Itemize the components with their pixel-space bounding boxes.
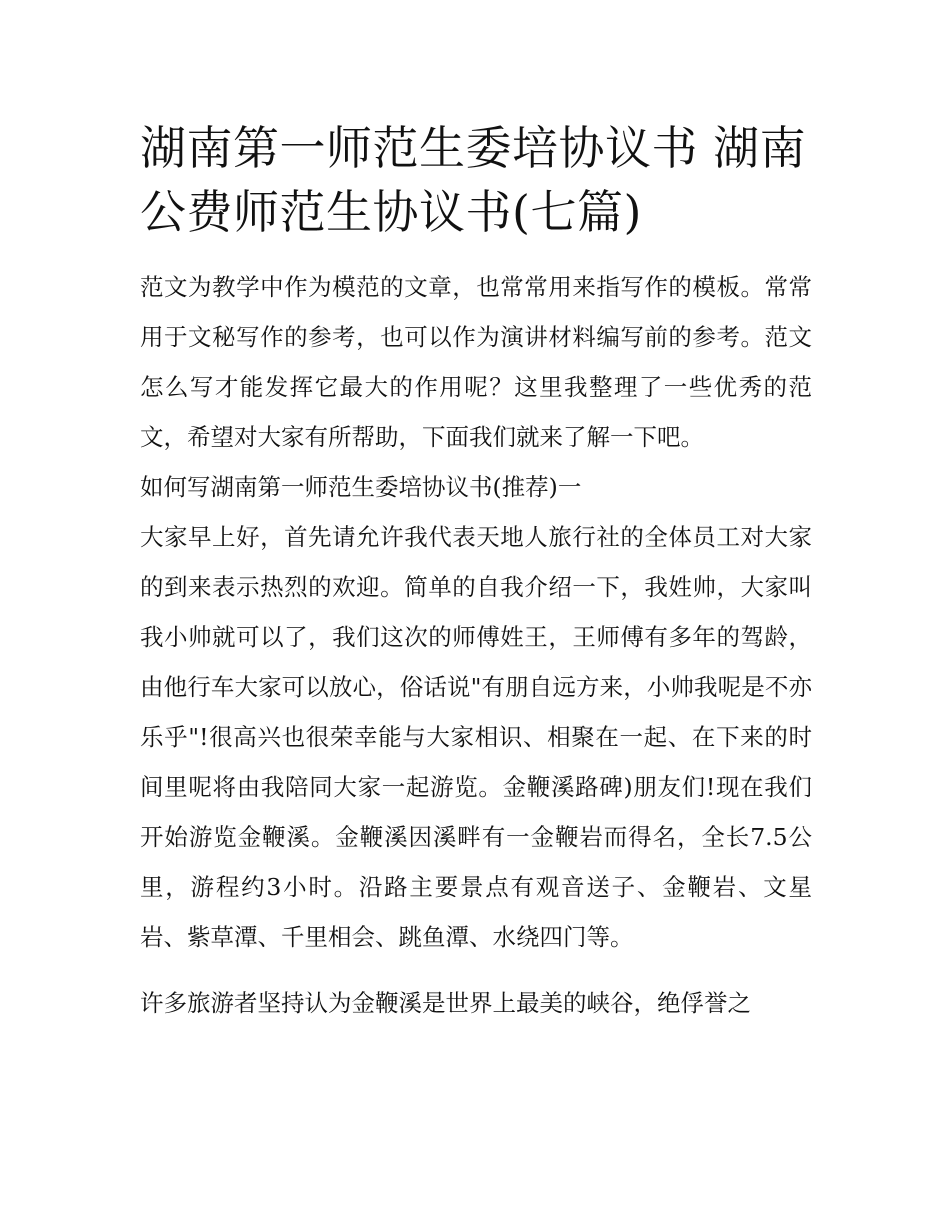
body-paragraph: 大家早上好，首先请允许我代表天地人旅行社的全体员工对大家的到来表示热烈的欢迎。简单的自我介绍一下，我姓帅，大家叫我小帅就可以了，我们这次的师傅姓王，王师傅有多年的驾龄，由他行车大家可以放心，俗话说"有朋自远方来，小帅我呢是不亦乐乎"!很高兴也很荣幸能与大家相识、相聚在一起、在下来的时间里呢将由我陪同大家一起游览。金鞭溪路碑)朋友们!现在我们开始游览金鞭溪。金鞭溪因溪畔有一金鞭岩而得名，全长7.5公里，游程约3小时。沿路主要景点有观音送子、金鞭岩、文星岩、紫草潭、千里相会、跳鱼潭、水绕四门等。 <box>140 523 812 951</box>
intro-paragraph: 范文为教学中作为模范的文章，也常常用来指写作的模板。常常用于文秘写作的参考，也可以作为演讲材料编写前的参考。范文怎么写才能发挥它最大的作用呢？这里我整理了一些优秀的范文，希望对大家有所帮助，下面我们就来了解一下吧。 <box>140 273 812 451</box>
section-heading: 如何写湖南第一师范生委培协议书(推荐)一 <box>140 473 582 501</box>
body-paragraph: 许多旅游者坚持认为金鞭溪是世界上最美的峡谷，绝俘誉之 <box>140 989 751 1017</box>
document-content <box>140 116 812 1028</box>
document-title: 湖南第一师范生委培协议书 湖南公费师范生协议书(七篇) <box>140 121 807 239</box>
